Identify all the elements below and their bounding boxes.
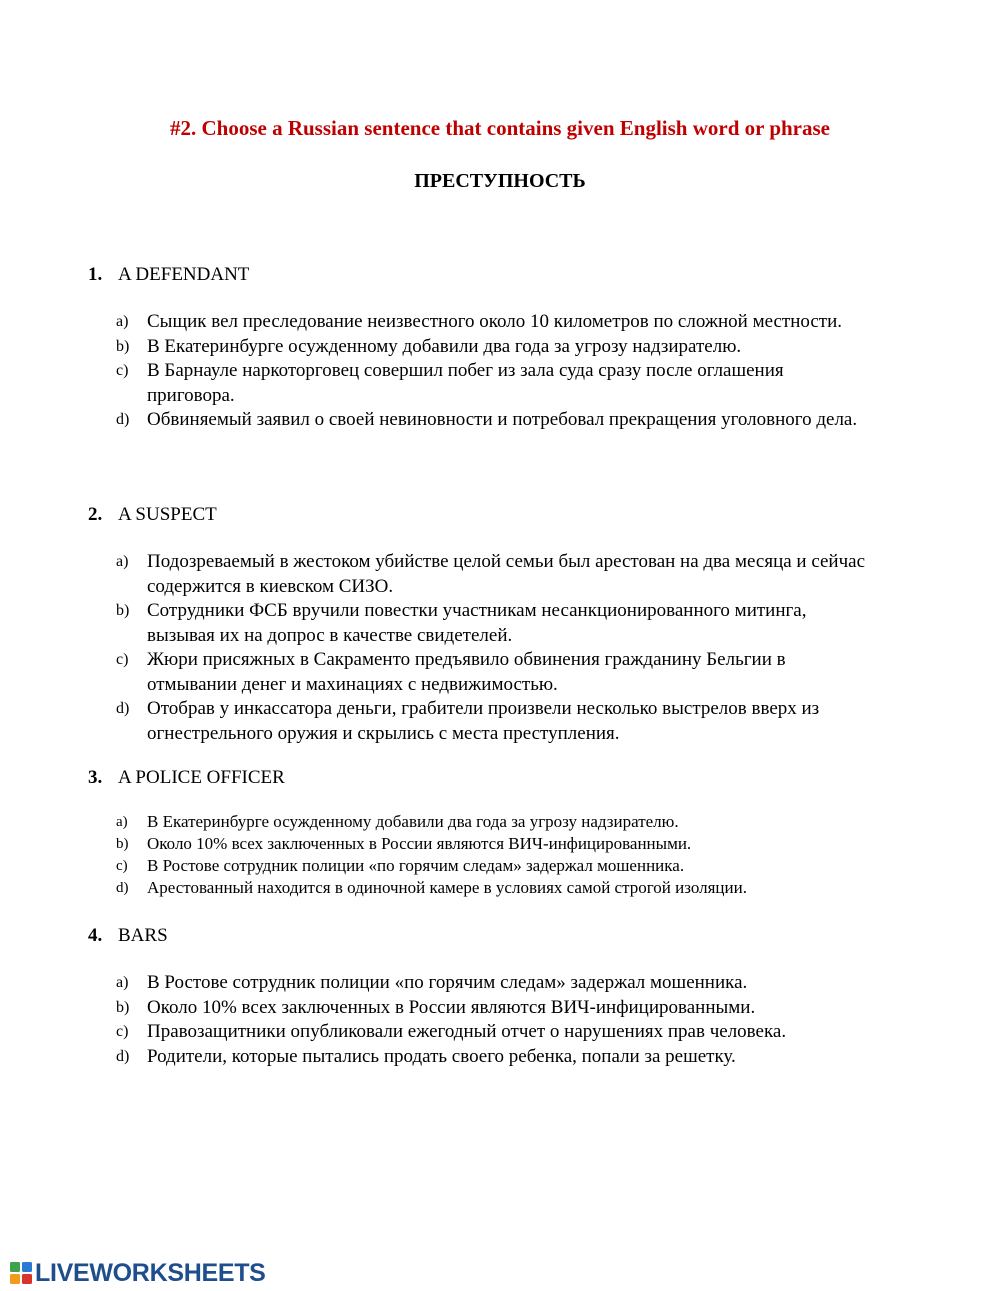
option-3c[interactable] — [116, 855, 876, 877]
option-1a[interactable] — [116, 310, 876, 335]
option-text: Сыщик вел преследование неизвестного около 10 километров по сложной местности. — [147, 311, 843, 332]
question-word: A POLICE OFFICER — [118, 767, 285, 788]
option-letter: b) — [116, 998, 130, 1016]
question-3 — [88, 766, 888, 897]
option-2d[interactable] — [116, 697, 876, 746]
liveworksheets-logo-icon — [10, 1262, 32, 1284]
option-text: Правозащитники опубликовали ежегодный отчет о нарушениях прав человека. — [147, 1021, 787, 1042]
option-letter: b) — [116, 836, 129, 852]
question-prompt — [88, 766, 888, 790]
option-letter: d) — [116, 411, 130, 428]
option-letter: b) — [116, 337, 130, 355]
option-letter: c) — [116, 1023, 129, 1040]
question-2 — [88, 503, 888, 744]
question-number: 4. — [88, 925, 103, 946]
option-text: Арестованный находится в одиночной камере в условиях самой строгой изоляции. — [147, 878, 747, 897]
option-list — [116, 971, 876, 1069]
option-1b[interactable] — [116, 335, 876, 360]
option-1c[interactable] — [116, 359, 876, 408]
option-4d[interactable] — [116, 1045, 876, 1070]
option-letter: d) — [116, 1047, 130, 1065]
option-2b[interactable] — [116, 599, 876, 648]
option-text: Около 10% всех заключенных в России являются ВИЧ-инфицированными. — [147, 996, 756, 1018]
option-2c[interactable] — [116, 648, 876, 697]
option-text: В Екатеринбурге осужденному добавили два года за угрозу надзирателю. — [147, 335, 742, 357]
option-3d[interactable] — [116, 877, 876, 899]
option-text: Сотрудники ФСБ вручили повестки участникам несанкционированного митинга, вызывая их на допрос в качестве свидетелей. — [147, 600, 807, 646]
option-4a[interactable] — [116, 971, 876, 996]
option-letter: a) — [116, 553, 129, 570]
option-text: В Барнауле наркоторговец совершил побег из зала суда сразу после оглашения приговора. — [147, 360, 784, 406]
option-list — [116, 310, 876, 433]
page-title: ПРЕСТУПНОСТЬ — [414, 170, 586, 192]
option-1d[interactable] — [116, 408, 876, 433]
option-4c[interactable] — [116, 1020, 876, 1045]
option-letter: d) — [116, 880, 129, 896]
question-1 — [88, 263, 888, 430]
option-text: В Ростове сотрудник полиции «по горячим следам» задержал мошенника. — [147, 856, 685, 875]
logo-text: LIVEWORKSHEETS — [35, 1258, 266, 1287]
option-letter: d) — [116, 700, 130, 717]
question-prompt — [88, 503, 888, 527]
option-letter: a) — [116, 814, 128, 830]
option-letter: a) — [116, 974, 129, 991]
option-letter: a) — [116, 313, 129, 330]
option-letter: c) — [116, 362, 129, 379]
question-word: A SUSPECT — [118, 504, 217, 525]
question-prompt — [88, 263, 888, 287]
option-text: В Екатеринбурге осужденному добавили два года за угрозу надзирателю. — [147, 812, 679, 831]
option-3a[interactable] — [116, 811, 876, 833]
option-list — [116, 550, 876, 746]
question-4 — [88, 924, 888, 1067]
question-number: 3. — [88, 767, 103, 788]
question-number: 2. — [88, 504, 103, 525]
option-3b[interactable] — [116, 833, 876, 855]
option-letter: c) — [116, 651, 129, 668]
option-list — [116, 811, 876, 899]
option-text: Подозреваемый в жестоком убийстве целой семьи был арестован на два месяца и сейчас содержится в киевском СИЗО. — [147, 551, 866, 597]
question-word: BARS — [118, 925, 168, 946]
question-prompt — [88, 924, 888, 948]
option-text: В Ростове сотрудник полиции «по горячим следам» задержал мошенника. — [147, 972, 748, 993]
option-text: Отобрав у инкассатора деньги, грабители произвели несколько выстрелов вверх из огнестрельного оружия и скрылись с места преступления. — [147, 698, 820, 744]
liveworksheets-logo[interactable] — [10, 1259, 266, 1287]
option-text: Родители, которые пытались продать своего ребенка, попали за решетку. — [147, 1045, 736, 1067]
option-letter: b) — [116, 602, 130, 619]
exercise-heading: #2. Choose a Russian sentence that contains given English word or phrase — [169, 116, 830, 140]
option-text: Обвиняемый заявил о своей невиновности и потребовал прекращения уголовного дела. — [147, 409, 858, 430]
option-2a[interactable] — [116, 550, 876, 599]
question-number: 1. — [88, 264, 103, 285]
option-text: Около 10% всех заключенных в России являются ВИЧ-инфицированными. — [147, 834, 692, 853]
option-letter: c) — [116, 858, 128, 874]
option-text: Жюри присяжных в Сакраменто предъявило обвинения гражданину Бельгии в отмывании денег и махинациях с недвижимостью. — [147, 649, 786, 695]
question-word: A DEFENDANT — [118, 264, 250, 285]
option-4b[interactable] — [116, 996, 876, 1021]
